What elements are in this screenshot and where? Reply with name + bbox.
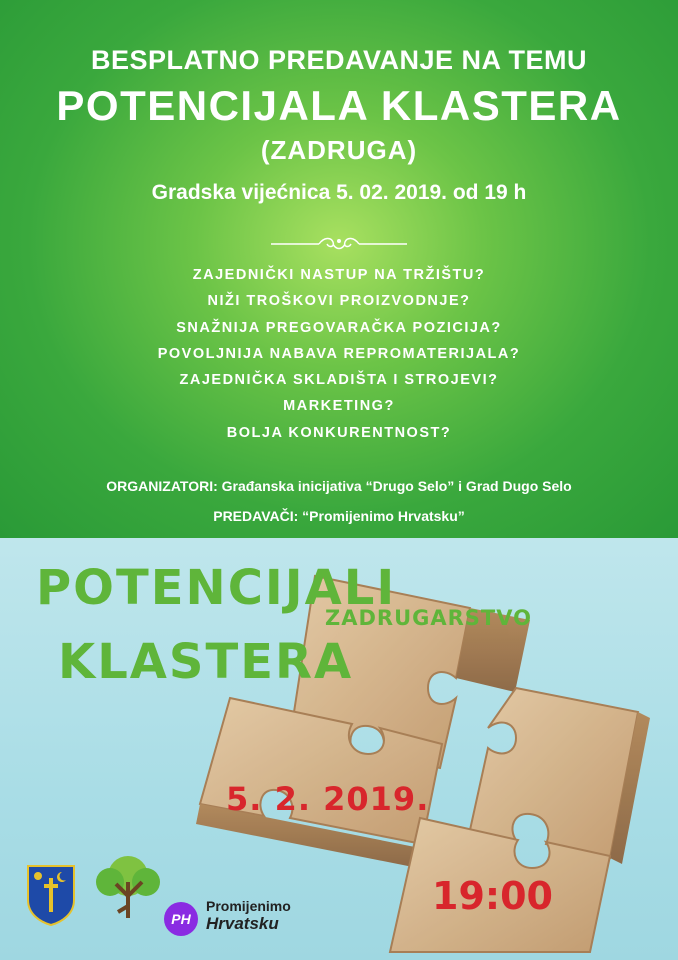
organizers-text: ORGANIZATORI: Građanska inicijativa “Drugo Selo” i Grad Dugo Selo [106,478,572,494]
heading-line-3: (ZADRUGA) [260,135,418,165]
question-item: NIŽI TROŠKOVI PROIZVODNJE? [207,293,471,310]
heading-line-1: BESPLATNO PREDAVANJE NA TEMU [90,45,588,75]
question-item: ZAJEDNIČKI NASTUP NA TRŽIŠTU? [192,267,486,283]
question-item: ZAJEDNIČKA SKLADIŠTA I STROJEVI? [179,372,499,389]
poster-title-line-2: KLASTERA [58,634,354,690]
venue-text: Gradska vijećnica 5. 02. 2019. od 19 h [151,181,527,204]
question-item: SNAŽNIJA PREGOVARAČKA POZICIJA? [176,319,502,336]
question-list [0,262,678,446]
lecturers-text: PREDAVAČI: “Promijenimo Hrvatsku” [213,508,465,524]
event-time: 19:00 [432,874,553,918]
ph-logo-line-1: Promijenimo [206,898,291,914]
question-item: MARKETING? [283,398,395,415]
zadrugarstvo-label: ZADRUGARSTVO [325,606,532,630]
poster-title-line-1: POTENCIJALI [36,560,397,616]
heading-line-2: POTENCIJALA KLASTERA [56,82,622,129]
dugo-selo-crest-icon [26,864,76,926]
question-item: BOLJA KONKURENTNOST? [226,424,452,441]
question-item: POVOLJNIJA NABAVA REPROMATERIJALA? [157,345,521,362]
ph-logo-line-2: Hrvatsku [206,914,279,933]
drugo-selo-tree-logo-icon [88,852,168,932]
ornament-divider-icon [269,236,409,252]
puzzle-photo-panel [0,538,678,960]
event-date: 5. 2. 2019. [226,780,430,818]
ph-logo-icon: PH [164,902,198,936]
